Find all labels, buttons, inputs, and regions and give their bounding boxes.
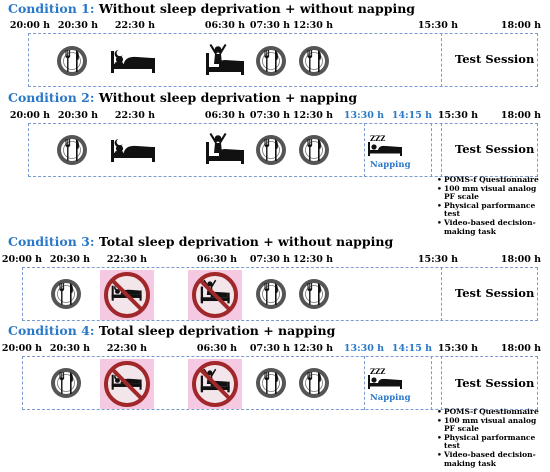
test-session-label: Test Session — [455, 52, 535, 66]
time-label: 22:30 h — [106, 254, 148, 265]
time-label: 14:15 h — [391, 110, 433, 121]
time-label: 18:00 h — [500, 110, 542, 121]
time-label: 20:00 h — [1, 343, 43, 354]
time-label: 18:00 h — [500, 343, 542, 354]
nap-start-divider — [364, 123, 365, 177]
time-label: 06:30 h — [196, 343, 238, 354]
time-label: 07:30 h — [249, 110, 291, 121]
plate-fork-knife-icon — [50, 278, 82, 310]
plate-fork-knife-icon — [50, 367, 82, 399]
nap-bed-icon — [368, 141, 402, 157]
zzz-icon: ZZZ — [370, 134, 386, 143]
time-label: 06:30 h — [204, 110, 246, 121]
time-label: 15:30 h — [417, 254, 459, 265]
plate-fork-knife-icon — [56, 134, 88, 166]
time-label: 13:30 h — [343, 110, 385, 121]
time-label: 20:30 h — [49, 254, 91, 265]
condition-description: Total sleep deprivation + without napping — [98, 234, 394, 249]
time-label: 18:00 h — [500, 20, 542, 31]
time-label: 12:30 h — [292, 20, 334, 31]
measure-item: • 100 mm visual analog PF scale — [437, 185, 549, 202]
nap-end-divider — [431, 356, 432, 410]
condition-1-title — [8, 1, 415, 16]
condition-4-title — [8, 323, 335, 338]
time-label: 20:30 h — [57, 20, 99, 31]
condition-number: Condition 4: — [8, 323, 95, 338]
condition-3-title — [8, 234, 393, 249]
measure-item: • 100 mm visual analog PF scale — [437, 417, 549, 434]
napping-label: Napping — [370, 160, 411, 170]
plate-fork-knife-icon — [255, 45, 287, 77]
time-label: 06:30 h — [204, 20, 246, 31]
plate-fork-knife-icon — [298, 45, 330, 77]
measure-item: • Video-based decision-making task — [437, 451, 549, 468]
condition-description: Without sleep deprivation + napping — [98, 90, 358, 105]
measure-item: • POMS-f Questionnaire — [437, 176, 549, 185]
nap-start-divider — [364, 356, 365, 410]
waking-up-icon — [205, 132, 245, 166]
time-label: 15:30 h — [437, 110, 479, 121]
test-session-divider — [441, 267, 442, 321]
condition-description: Without sleep deprivation + without napping — [98, 1, 416, 16]
plate-fork-knife-icon — [56, 45, 88, 77]
condition-number: Condition 1: — [8, 1, 95, 16]
zzz-icon: ZZZ — [370, 367, 386, 376]
test-session-label: Test Session — [455, 142, 535, 156]
no-waking-icon — [186, 270, 244, 320]
plate-fork-knife-icon — [298, 367, 330, 399]
time-label: 22:30 h — [106, 343, 148, 354]
test-session-divider — [441, 33, 442, 87]
no-sleep-icon — [98, 270, 156, 320]
test-session-label: Test Session — [455, 286, 535, 300]
measure-item: • POMS-f Questionnaire — [437, 408, 549, 417]
napping-label: Napping — [370, 393, 411, 403]
condition-description: Total sleep deprivation + napping — [98, 323, 336, 338]
time-label: 12:30 h — [292, 343, 334, 354]
time-label: 20:30 h — [57, 110, 99, 121]
nap-end-divider — [431, 123, 432, 177]
time-label: 20:00 h — [9, 110, 51, 121]
test-session-measures — [437, 176, 549, 236]
plate-fork-knife-icon — [255, 278, 287, 310]
sleeping-in-bed-icon — [110, 136, 156, 164]
time-label: 07:30 h — [249, 20, 291, 31]
condition-number: Condition 2: — [8, 90, 95, 105]
measure-item: • Physical parformance test — [437, 434, 549, 451]
no-waking-icon — [186, 359, 244, 409]
condition-2-title — [8, 90, 357, 105]
time-label: 22:30 h — [114, 110, 156, 121]
time-label: 15:30 h — [437, 343, 479, 354]
test-session-divider — [441, 123, 442, 177]
nap-bed-icon — [368, 374, 402, 390]
condition-number: Condition 3: — [8, 234, 95, 249]
time-label: 07:30 h — [249, 254, 291, 265]
time-label: 12:30 h — [292, 110, 334, 121]
plate-fork-knife-icon — [255, 367, 287, 399]
waking-up-icon — [205, 43, 245, 77]
no-sleep-icon — [98, 359, 156, 409]
time-label: 20:00 h — [1, 254, 43, 265]
test-session-measures — [437, 408, 549, 468]
plate-fork-knife-icon — [298, 278, 330, 310]
test-session-label: Test Session — [455, 376, 535, 390]
time-label: 22:30 h — [114, 20, 156, 31]
time-label: 13:30 h — [343, 343, 385, 354]
test-session-divider — [441, 356, 442, 410]
sleeping-in-bed-icon — [110, 47, 156, 75]
time-label: 18:00 h — [500, 254, 542, 265]
plate-fork-knife-icon — [255, 134, 287, 166]
time-label: 20:30 h — [49, 343, 91, 354]
time-label: 06:30 h — [196, 254, 238, 265]
time-label: 20:00 h — [9, 20, 51, 31]
time-label: 12:30 h — [292, 254, 334, 265]
plate-fork-knife-icon — [298, 134, 330, 166]
time-label: 07:30 h — [249, 343, 291, 354]
time-label: 14:15 h — [391, 343, 433, 354]
measure-item: • Physical parformance test — [437, 202, 549, 219]
measure-item: • Video-based decision-making task — [437, 219, 549, 236]
time-label: 15:30 h — [417, 20, 459, 31]
